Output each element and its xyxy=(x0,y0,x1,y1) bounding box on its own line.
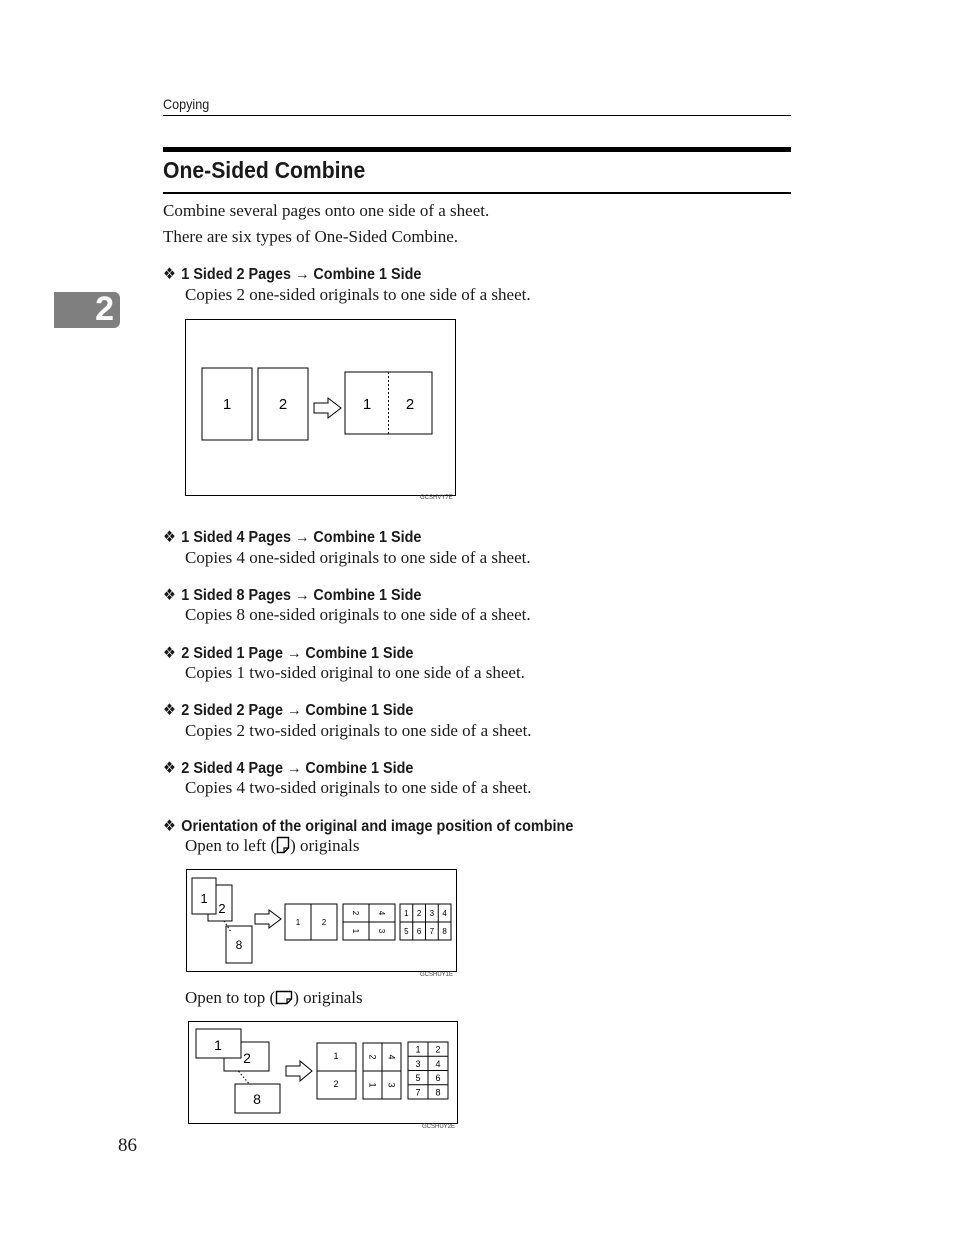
figure-combine-2-drawing xyxy=(186,320,455,495)
running-header: Copying xyxy=(163,96,210,112)
original-page-1-label: 1 xyxy=(222,396,232,413)
open-top-caption: Open to top ( ) originals xyxy=(185,988,363,1007)
eight-up-page-2: 2 xyxy=(416,909,422,918)
combined-page-1-label: 1 xyxy=(362,396,372,413)
two-up-page-1: 1 xyxy=(333,1051,339,1061)
bullet-icon: ❖ xyxy=(163,702,176,719)
eight-up-page-1: 1 xyxy=(404,909,409,918)
figure-orientation-top xyxy=(188,1021,458,1124)
eight-up-page-7: 7 xyxy=(415,1087,421,1098)
eight-up-page-4: 4 xyxy=(435,1058,441,1069)
eight-up-page-2: 2 xyxy=(435,1044,441,1055)
stack-page-2-label: 2 xyxy=(243,1050,251,1066)
intro-line-2: There are six types of One-Sided Combine. xyxy=(163,227,459,246)
item-heading-5: ❖ 2 Sided 2 Page → Combine 1 Side xyxy=(163,702,414,719)
stack-page-2-label: 2 xyxy=(218,901,226,916)
item-heading-2: ❖ 1 Sided 4 Pages → Combine 1 Side xyxy=(163,529,422,546)
bullet-icon: ❖ xyxy=(163,760,176,777)
title-rule-bottom xyxy=(163,192,791,194)
four-up-page-1: 1 xyxy=(351,928,360,934)
four-up-page-2: 2 xyxy=(367,1054,378,1060)
eight-up-page-3: 3 xyxy=(415,1058,421,1069)
page-number: 86 xyxy=(118,1135,137,1156)
stack-page-1-label: 1 xyxy=(214,1037,222,1053)
stack-page-1-label: 1 xyxy=(200,891,208,906)
arrow-right-icon xyxy=(286,1061,312,1081)
item-heading-4: ❖ 2 Sided 1 Page → Combine 1 Side xyxy=(163,645,414,662)
four-up-page-4: 4 xyxy=(377,910,386,916)
item-heading-6: ❖ 2 Sided 4 Page → Combine 1 Side xyxy=(163,760,414,777)
page-title: One-Sided Combine xyxy=(163,157,366,183)
open-left-icon xyxy=(276,836,290,854)
figure-orientation-left xyxy=(186,869,457,972)
bullet-icon: ❖ xyxy=(163,645,176,662)
item-desc-3: Copies 8 one-sided originals to one side of a sheet. xyxy=(185,605,531,624)
eight-up-page-1: 1 xyxy=(415,1044,421,1055)
eight-up-page-8: 8 xyxy=(435,1087,441,1098)
bullet-icon: ❖ xyxy=(163,818,176,835)
eight-up-page-3: 3 xyxy=(429,909,435,918)
bullet-icon: ❖ xyxy=(163,266,176,283)
title-rule-top xyxy=(163,147,791,152)
figure-combine-2 xyxy=(185,319,456,496)
figure-code-3: GCSHUY2E xyxy=(422,1124,456,1130)
eight-up-page-4: 4 xyxy=(442,909,447,918)
combined-page-2-label: 2 xyxy=(405,396,415,413)
figure-orientation-left-drawing xyxy=(187,870,456,971)
four-up-page-4: 4 xyxy=(386,1054,397,1060)
arrow-right-icon xyxy=(314,398,341,418)
item-desc-5: Copies 2 two-sided originals to one side of a sheet. xyxy=(185,721,532,740)
item-heading-1: ❖ 1 Sided 2 Pages → Combine 1 Side xyxy=(163,266,422,283)
item-desc-2: Copies 4 one-sided originals to one side of a sheet. xyxy=(185,548,531,567)
original-page-2-label: 2 xyxy=(278,396,288,413)
stack-page-8-label: 8 xyxy=(253,1091,261,1107)
bullet-icon: ❖ xyxy=(163,587,176,604)
header-rule xyxy=(163,115,791,116)
figure-code-1: GCSHVY7E xyxy=(420,495,453,501)
item-desc-6: Copies 4 two-sided originals to one side of a sheet. xyxy=(185,778,532,797)
four-up-page-1: 1 xyxy=(367,1082,378,1088)
two-up-page-2: 2 xyxy=(333,1079,339,1089)
four-up-page-3: 3 xyxy=(377,928,386,934)
arrow-right-icon xyxy=(255,910,281,928)
item-desc-4: Copies 1 two-sided original to one side of a sheet. xyxy=(185,663,525,682)
chapter-number: 2 xyxy=(95,290,114,328)
two-up-page-2: 2 xyxy=(321,918,327,927)
chapter-tab xyxy=(54,292,120,328)
stack-page-8-label: 8 xyxy=(235,938,243,952)
four-up-page-2: 2 xyxy=(351,910,360,916)
two-up-page-1: 1 xyxy=(295,918,301,927)
eight-up-page-6: 6 xyxy=(416,927,422,936)
item-desc-1: Copies 2 one-sided originals to one side of a sheet. xyxy=(185,285,531,304)
intro-line-1: Combine several pages onto one side of a sheet. xyxy=(163,201,490,220)
open-top-icon xyxy=(275,990,293,1005)
eight-up-page-5: 5 xyxy=(415,1073,421,1083)
eight-up-page-7: 7 xyxy=(429,927,435,936)
four-up-page-3: 3 xyxy=(386,1082,397,1088)
eight-up-page-5: 5 xyxy=(404,927,409,936)
eight-up-page-6: 6 xyxy=(435,1073,441,1083)
bullet-icon: ❖ xyxy=(163,529,176,546)
item-heading-3: ❖ 1 Sided 8 Pages → Combine 1 Side xyxy=(163,587,422,604)
figure-code-2: GCSHUY1E xyxy=(420,972,454,978)
eight-up-page-8: 8 xyxy=(442,927,447,936)
open-left-caption: Open to left ( ) originals xyxy=(185,836,360,855)
figure-orientation-top-drawing xyxy=(189,1022,457,1123)
orientation-heading: ❖ Orientation of the original and image position of combine xyxy=(163,818,574,835)
